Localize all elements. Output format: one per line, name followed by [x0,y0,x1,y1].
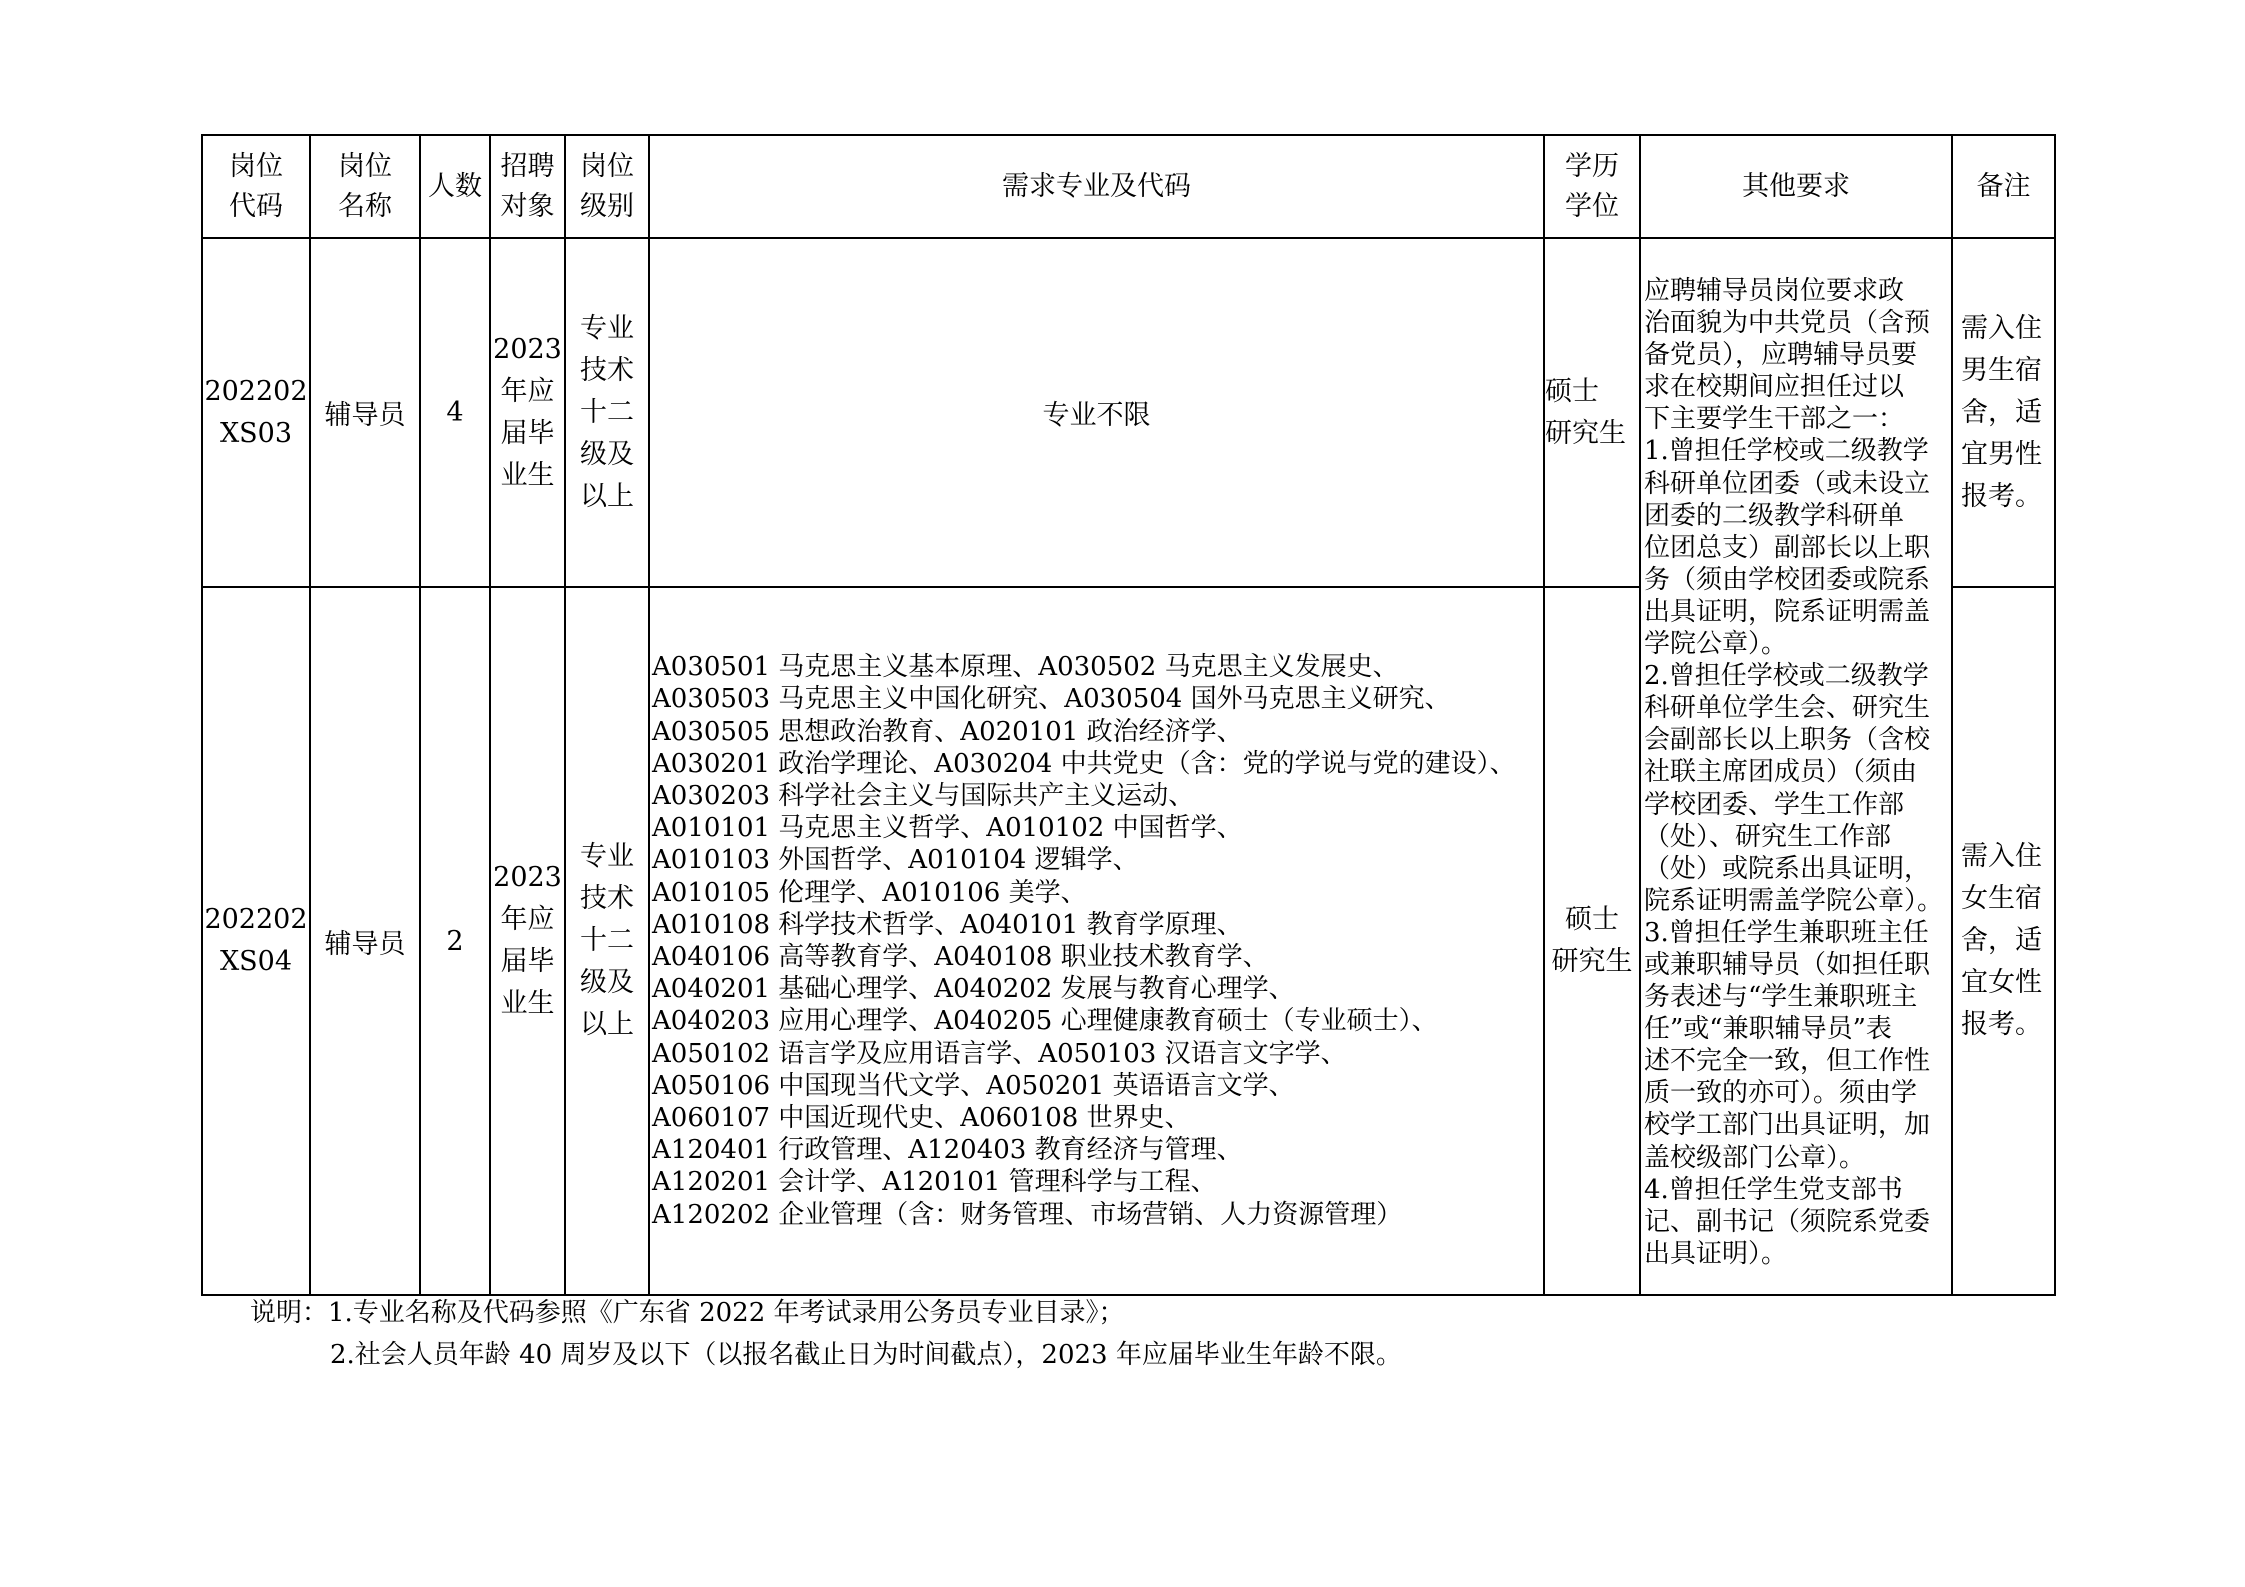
recruit-target: 2023 年应 届毕 业生 [490,238,565,587]
recruit-target: 2023 年应 届毕 业生 [490,587,565,1295]
header-target: 招聘 对象 [490,135,565,238]
header-note: 备注 [1952,135,2055,238]
position-code: 202202 XS04 [202,587,310,1295]
position-name: 辅导员 [310,587,420,1295]
position-level: 专业 技术 十二 级及 以上 [565,238,649,587]
header-level: 岗位 级别 [565,135,649,238]
position-count: 4 [420,238,490,587]
degree-requirement: 硕士 研究生 [1544,238,1640,587]
position-count: 2 [420,587,490,1295]
other-requirements: 应聘辅导员岗位要求政 治面貌为中共党员（含预 备党员），应聘辅导员要 求在校期间应担任过以 下主要学生干部之一： 1.曾担任学校或二级教学 科研单位团委（或未设立 团委的二级教学科研单 位团总支）副部长以上职 务（须由学校团委或院系 出具证明，院系证明需盖 学院公章）。 2.曾担任学校或二级教学 科研单位学生会、研究生 会副部长以上职务（含校 社联主席团成员）（须由 学校团委、学生工作部 （处）、研究生工作部 （处）或院系出具证明， 院系证明需盖学院公章）。 3.曾担任学生兼职班主任 或兼职辅导员（如担任职 务表述与“学生兼职班主 任”或“兼职辅导员”表 述不完全一致，但工作性 质一致的亦可）。须由学 校学工部门出具证明，加 盖校级部门公章）。 4.曾担任学生党支部书 记、副书记（须院系党委 出具证明）。 [1640,238,1952,1295]
remarks: 需入住 女生宿 舍，适 宜女性 报考。 [1952,587,2055,1295]
degree-requirement: 硕士 研究生 [1544,587,1640,1295]
required-majors: A030501 马克思主义基本原理、A030502 马克思主义发展史、 A030503 马克思主义中国化研究、A030504 国外马克思主义研究、 A030505 思想政治教育、A020101 政治经济学、 A030201 政治学理论、A030204 中共党史（含：党的学说与党的建设）、 A030203 科学社会主义与国际共产主义运动、 A010101 马克思主义哲学、A010102 中国哲学、 A010103 外国哲学、A010104 逻辑学、 A010105 伦理学、A010106 美学、 A010108 科学技术哲学、A040101 教育学原理、 A040106 高等教育学、A040108 职业技术教育学、 A040201 基础心理学、A040202 发展与教育心理学、 A040203 应用心理学、A040205 心理健康教育硕士（专业硕士）、 A050102 语言学及应用语言学、A050103 汉语言文字学、 A050106 中国现当代文学、A050201 英语语言文学、 A060107 中国近现代史、A060108 世界史、 A120401 行政管理、A120403 教育经济与管理、 A120201 会计学、A120101 管理科学与工程、 A120202 企业管理（含：财务管理、市场营销、人力资源管理） [649,587,1544,1295]
header-degree: 学历 学位 [1544,135,1640,238]
position-code: 202202 XS03 [202,238,310,587]
explanation-line-1: 说明：1.专业名称及代码参照《广东省 2022 年考试录用公务员专业目录》； [250,1298,1125,1328]
header-majors: 需求专业及代码 [649,135,1544,238]
header-name: 岗位 名称 [310,135,420,238]
header-other: 其他要求 [1640,135,1952,238]
header-count: 人数 [420,135,490,238]
position-level: 专业 技术 十二 级及 以上 [565,587,649,1295]
explanation-line-2: 2.社会人员年龄 40 周岁及以下（以报名截止日为时间截点），2023 年应届毕业生年龄不限。 [330,1340,1402,1370]
header-code: 岗位 代码 [202,135,310,238]
remarks: 需入住 男生宿 舍，适 宜男性 报考。 [1952,238,2055,587]
position-name: 辅导员 [310,238,420,587]
job-requirements-table [201,134,2056,1296]
table-row [202,238,2055,587]
header-row [202,135,2055,238]
required-majors: 专业不限 [649,238,1544,587]
